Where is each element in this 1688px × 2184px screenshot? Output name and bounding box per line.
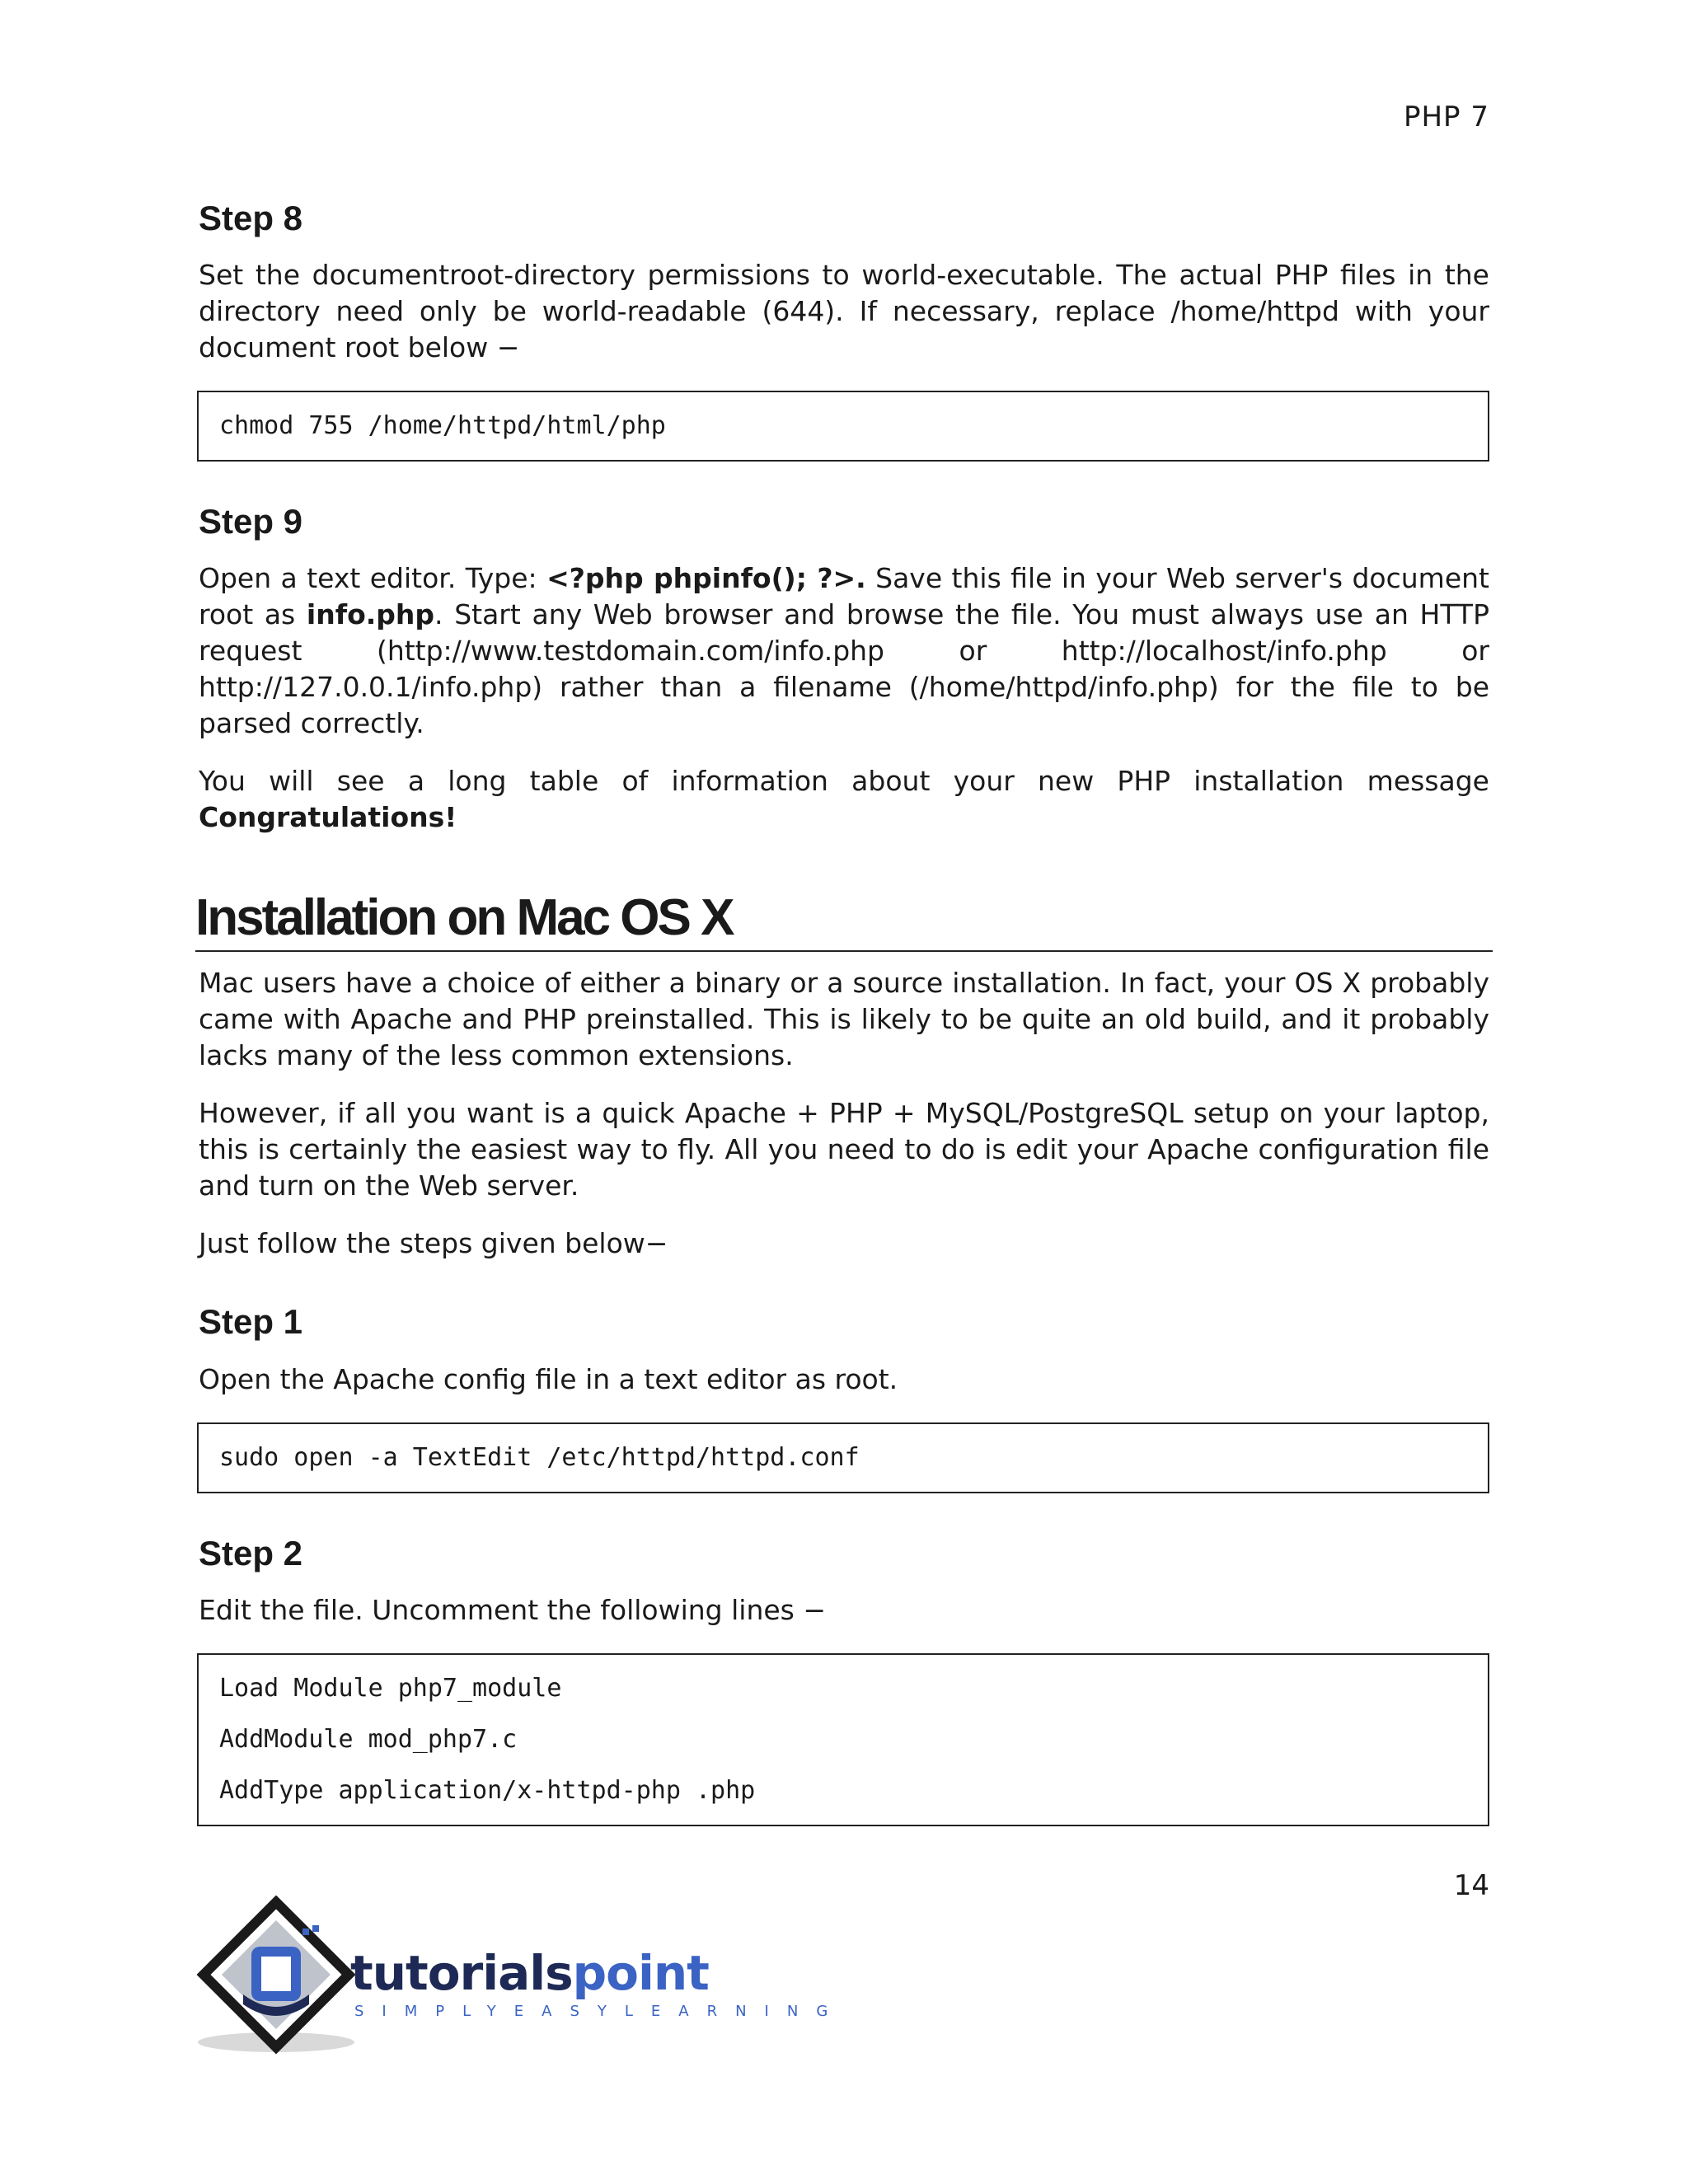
step-2-code-block: [197, 1653, 1489, 1826]
logo-word-point: point: [572, 1945, 709, 2001]
section-paragraph-3: Just follow the steps given below−: [199, 1227, 668, 1260]
step-9-paragraph-1: [199, 560, 1489, 742]
step-2-heading: Step 2: [199, 1533, 303, 1572]
step-1-text: Open the Apache config file in a text editor as root.: [199, 1362, 898, 1395]
step-8-heading: Step 8: [199, 199, 303, 237]
section-paragraph-2: However, if all you want is a quick Apache + PHP + MySQL/PostgreSQL setup on your laptop, this is certainly the easiest way to fly. All you need to do is edit your Apache configuration file and turn on the Web server.: [199, 1097, 1489, 1202]
code-line: sudo open -a TextEdit /etc/httpd/httpd.conf: [219, 1442, 860, 1472]
filename-bold: info.php: [306, 598, 435, 631]
congratulations-bold: Congratulations!: [199, 801, 457, 834]
text-run: . Start any Web browser and browse the file. You must always use an HTTP request (http://www.testdomain.com/info.php or http://localhost/info.php or http://127.0.0.1/info.php) rather than a filename (/home/httpd/info.php) for the file to be parsed correctly.: [199, 598, 1489, 740]
step-8-text: Set the documentroot-directory permissions to world-executable. The actual PHP files in the directory need only be world-readable (644). If necessary, replace /home/httpd with your document root below −: [199, 259, 1489, 364]
step-1-heading: Step 1: [199, 1302, 303, 1342]
code-line: Load Module php7_module: [219, 1673, 562, 1703]
page-number: 14: [1453, 1869, 1489, 1902]
code-line: AddModule mod_php7.c: [219, 1724, 518, 1754]
logo-wordmark: [350, 1945, 709, 2001]
running-header: PHP 7: [1403, 101, 1489, 134]
page-content: [195, 199, 1489, 1826]
step-9-heading: Step 9: [199, 502, 303, 541]
section-heading: Installation on Mac OS X: [195, 888, 1493, 952]
section-paragraph-1: Mac users have a choice of either a binary or a source installation. In fact, your OS X probably came with Apache and PHP preinstalled. This is likely to be quite an old build, and it probably lacks many of the less common extensions.: [199, 967, 1489, 1072]
step-8-code-block: [197, 391, 1489, 462]
logo-tagline: SIMPLYEASYLEARNING: [354, 2003, 846, 2020]
code-line: AddType application/x-httpd-php .php: [219, 1775, 756, 1805]
code-line: chmod 755 /home/httpd/html/php: [219, 411, 666, 441]
logo-word-tutorials: tutorials: [350, 1945, 573, 2001]
step-9-paragraph-2: [199, 763, 1489, 836]
step-2-text: Edit the file. Uncomment the following lines −: [199, 1593, 826, 1626]
text-run: Open a text editor. Type:: [199, 562, 547, 595]
step-1-code-block: [197, 1422, 1489, 1493]
text-run: You will see a long table of information about your new PHP installation message: [199, 765, 1489, 798]
logo-diamond-icon: [194, 1896, 359, 2056]
text-run: Save this file in your Web server's document root as: [199, 562, 1489, 631]
tutorialspoint-logo: [194, 1896, 846, 2056]
code-inline-bold: <?php phpinfo(); ?>.: [546, 562, 866, 595]
